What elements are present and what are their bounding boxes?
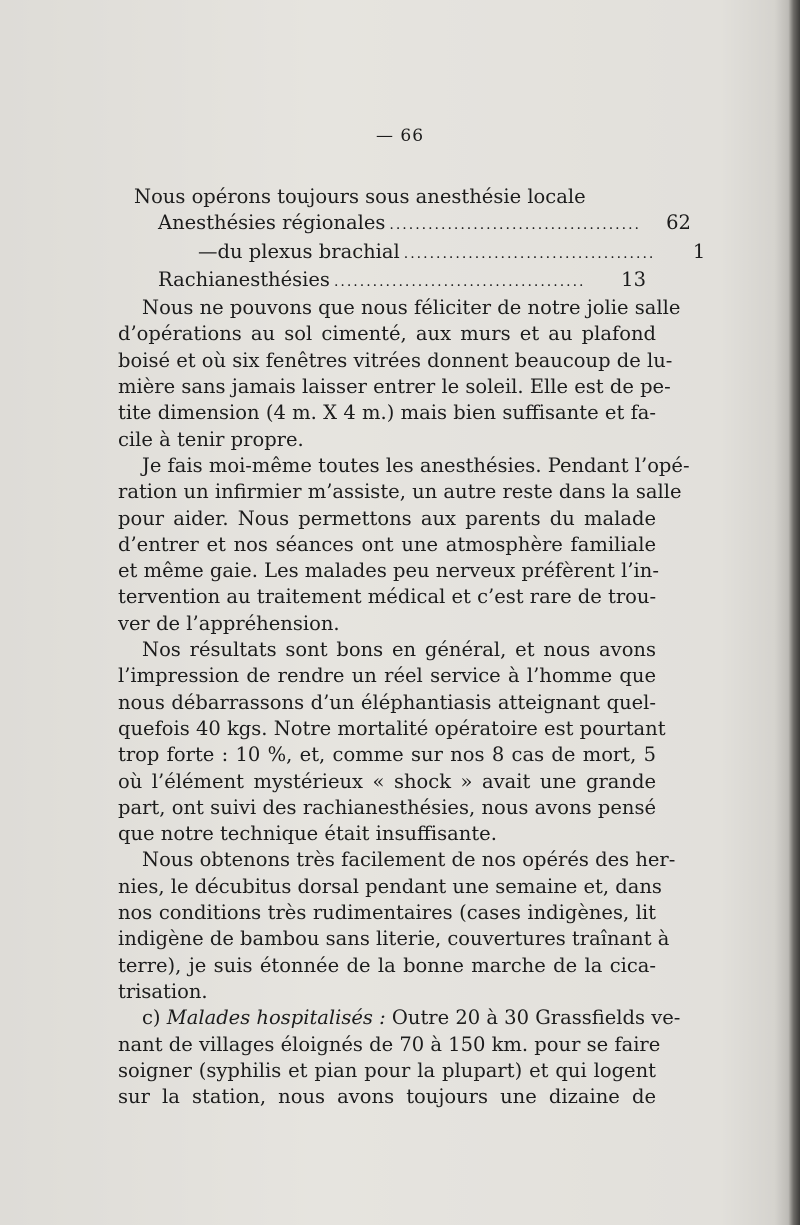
text-line: sur la station, nous avons toujours une dizaine de: [118, 1085, 656, 1109]
text-line: ver de l’appréhension.: [118, 611, 340, 635]
text-line: pour aider. Nous permettons aux parents du malade: [118, 506, 656, 530]
text-line: nant de villages éloignés de 70 à 150 km. pour se faire: [118, 1032, 661, 1056]
row-value: 62: [666, 211, 691, 235]
text-line: d’entrer et nos séances ont une atmosphère familiale: [118, 532, 656, 556]
text-line: nies, le décubitus dorsal pendant une semaine et, dans: [118, 874, 662, 898]
ditto-mark: —: [198, 239, 218, 263]
text-line: Nous ne pouvons que nous féliciter de notre jolie salle: [142, 296, 681, 320]
table-row: [118, 210, 691, 238]
leader-dots: .......................................: [403, 245, 656, 262]
page-edge-shadow: [774, 0, 800, 1225]
row-value: 1: [692, 239, 706, 263]
text-line: tite dimension (4 m. X 4 m.) mais bien suffisante et fa-: [118, 401, 656, 425]
row-label: Rachianesthésies: [158, 267, 330, 291]
text-line: nous débarrassons d’un éléphantiasis atteignant quel-: [118, 690, 656, 714]
text-line: l’impression de rendre un réel service à l’homme que: [118, 664, 656, 688]
text-line: trisation.: [118, 979, 208, 1003]
text-line: Nos résultats sont bons en général, et nous avons: [142, 638, 656, 662]
leader-dots: .......................................: [333, 273, 586, 290]
text-line: boisé et où six fenêtres vitrées donnent beaucoup de lu-: [118, 348, 673, 372]
list-marker: c): [142, 1006, 161, 1030]
text-line: quefois 40 kgs. Notre mortalité opératoire est pourtant: [118, 716, 666, 740]
text-line: mière sans jamais laisser entrer le soleil. Elle est de pe-: [118, 375, 671, 399]
leader-dots: .......................................: [389, 217, 641, 234]
text-line: ration un infirmier m’assiste, un autre reste dans la salle: [118, 480, 682, 504]
text-line: indigène de bambou sans literie, couvertures traînant à: [118, 927, 670, 951]
table-row: [118, 267, 656, 295]
row-value: 13: [621, 267, 646, 291]
row-label: du plexus brachial: [217, 239, 400, 263]
text-fragment: Outre 20 à 30 Grassfields ve-: [391, 1006, 681, 1030]
text-line: où l’élément mystérieux « shock » avait une grande: [118, 769, 656, 793]
text-line: [118, 1005, 681, 1031]
text-line: tervention au traitement médical et c’est rare de trou-: [118, 585, 657, 609]
table-row: [118, 239, 706, 267]
text-line: cile à tenir propre.: [118, 427, 304, 451]
text-line: d’opérations au sol cimenté, aux murs et au plafond: [118, 322, 656, 346]
text-line: que notre technique était insuffisante.: [118, 822, 497, 846]
text-line: terre), je suis étonnée de la bonne marche de la cica-: [118, 953, 656, 977]
text-line: nos conditions très rudimentaires (cases indigènes, lit: [118, 901, 656, 925]
row-label: Anesthésies régionales: [158, 211, 386, 235]
text-line: Je fais moi-même toutes les anesthésies. Pendant l’opé-: [142, 453, 690, 477]
page-number: — 66: [375, 126, 425, 146]
intro-line: Nous opérons toujours sous anesthésie locale: [134, 185, 586, 208]
section-heading: Malades hospitalisés :: [166, 1006, 386, 1030]
text-line: part, ont suivi des rachianesthésies, nous avons pensé: [118, 795, 656, 819]
text-line: Nous obtenons très facilement de nos opérés des her-: [142, 848, 676, 872]
text-line: soigner (syphilis et pian pour la plupart) et qui logent: [118, 1058, 656, 1082]
body-text: [118, 184, 706, 1110]
text-line: trop forte : 10 %, et, comme sur nos 8 cas de mort, 5: [118, 743, 656, 767]
text-line: et même gaie. Les malades peu nerveux préfèrent l’in-: [118, 559, 659, 583]
